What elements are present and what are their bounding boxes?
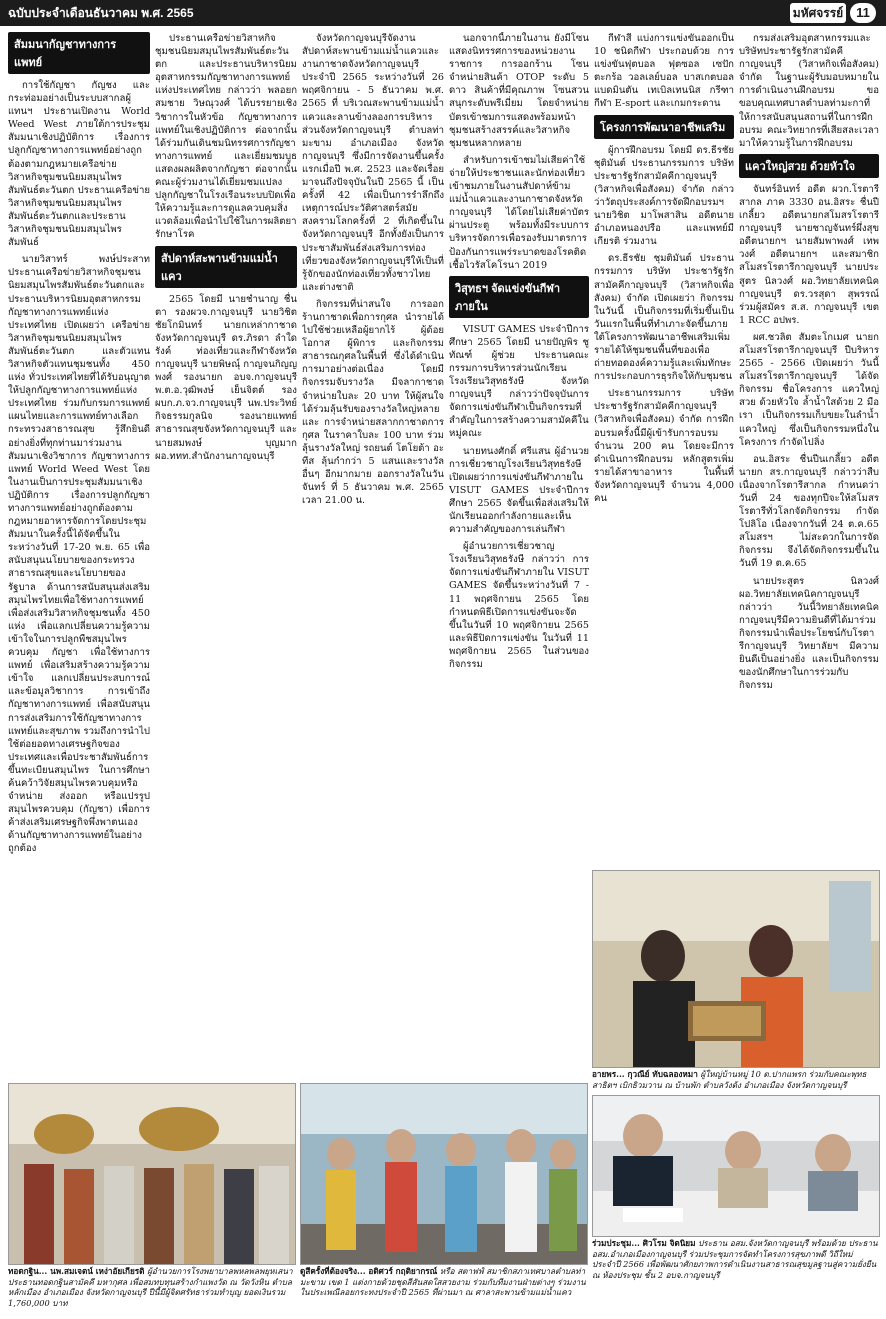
caption-text: ประธาน อสม.จังหวัดกาญจนบุรี พร้อมด้วย ประธาน อสม.อำเภอเมืองกาญจนบุรี ร่วมประชุมการจัดทำโครงการสุขภาพดี วิถีใหม่ ประจำปี 2566 เพื่อพัฒนาศักยภาพการดำเนินงานสาธารณสุขมูลฐานสู่ความยั่งยืน ณ ห้องประชุม ชั้น 2 อบจ.กาญจนบุรี [592,1238,878,1280]
column-4 [449,32,589,1110]
article-paragraph: กีฬาสี แบ่งการแข่งขันออกเป็น 10 ชนิดกีฬา ประกอบด้วย การแข่งขันฟุตบอล ฟุตซอล เซปักตะกร้อ วอลเลย์บอล บาสเกตบอล แบดมินตัน เทเบิลเทนนิส กรีฑา กีฬา E-sport และเกมกระดาน [594,33,734,110]
photo-kathin-ceremony [8,1083,296,1265]
caption-loy-krathong [300,1266,586,1314]
article-paragraph: นายประสูตร นิลวงศ์ ผอ.วิทยาลัยเทคนิคกาญจนบุรี กล่าวว่า วันนี้วิทยาลัยเทคนิคกาญจนบุรีมีความยินดีที่ได้มาร่วมกิจกรรมนำเพื่อประโยชน์กับโรตารีกาญจนบุรี วิทยาลัยฯ มีความยินดีเป็นอย่างยิ่ง และเป็นกิจกรรมของนักศึกษาในการร่วมกับกิจกรรม [739,575,879,692]
article-paragraph: ประธานกรรมการ บริษัท ประชารัฐรักสามัคคีกาญจนบุรี (วิสาหกิจเพื่อสังคม) จำกัด การฝึกอบรมครั้งนี้มีผู้เข้ารับการอบรม จำนวน 200 คน โดยจะมีการดำเนินการฝึกอบรม หลักสูตรเพิ่มรายได้สาขาอาหาร ในพื้นที่จังหวัดกาญจนบุรี จำนวน 4,000 คน [594,388,734,504]
article-paragraph: นายวิสาทร์ พงษ์ประสาท ประธานเครือข่ายวิสาหกิจชุมชนนิยมสมุนไพรสัมพันธ์ตะวันตกและประธานบริหารนิยมอุตสาหกรรมกัญชาทางการแพทย์แห่งประเทศไทย เปิดเผยว่า เครือข่ายวิสาหกิจชุมชนนิยมสมุนไพรสัมพันธ์ตะวันตก และตัวแทนวิสาหกิจตัวแทนชุมชนทั้ง 450 แห่ง ทั่วประเทศไทยที่ได้รับอนุญาตให้ปลูกกัญชาทางการแพทย์แห่งประเทศไทย ร่วมกับกรมการแพทย์แผนไทยและการแพทย์ทางเลือก กระทรวงสาธารณสุข รู้สึกยินดีอย่างยิ่งที่ทุกท่านมาร่วมงานสัมมนาเชิงวิชาการ กัญชาทางการแพทย์ World Weed West โดยในงานเป็นการประชุมสัมมนาเชิงปฏิบัติการ เรื่องการปลูกกัญชาทางการแพทย์อย่างถูกต้องตามกฎหมายอาหารจัดการโดยประชุมสัมมนาในครั้งนี้ได้จัดขึ้นในระหว่างวันที่ 17-20 พ.ย. 65 เพื่อสนับสนุนนโยบายของกระทรวงสาธารณสุขและนโยบายของรัฐบาล ด้านการสนับสนุนส่งเสริมสมุนไพรไทยเพื่อใช้ทางการแพทย์ เพื่อส่งเสริมวิสาหกิจชุมชนทั้ง 450 แห่ง เพื่อแลกเปลี่ยนความรู้ความเข้าใจในการปลูกพืชสมุนไพร ควบคุม กัญชา เพื่อใช้ทางการแพทย์ เพื่อเสริมสร้างความรู้ความเข้าใจ แลกเปลี่ยนประสบการณ์และข้อมูลวิชาการ การเข้าถึงกัญชาทางการแพทย์ เพื่อสนับสนุนการส่งเสริมการใช้กัญชาทางการแพทย์และสุขภาพ รวมถึงการนำไปใช้ต่อยอดทางเศรษฐกิจของประเทศและเพื่อประชาสัมพันธ์การขึ้นทะเบียนสมุนไพร ในการศึกษาค้นคว้าวิจัยสมุนไพรควบคุมหรือจำหน่าย ส่งออก หรือแปรรูปสมุนไพรควบคุม (กัญชา) เพื่อการค้าส่งเสริมเศรษฐกิจพึ่งพาตนเองด้านกัญชาทางการแพทย์ในอย่างถูกต้อง [8,254,150,855]
caption-meeting [592,1238,878,1314]
article-paragraph: 2565 โดยมี นายชำนาญ ชื่นตา รองผวจ.กาญจนบุรี นายวิชิต ชัยโกมินทร์ นายกเหล่ากาชาดจังหวัดกาญจนบุรี ดร.ภิรดา ลำใดรังค์ ท่องเที่ยวและกีฬาจังหวัดกาญจนบุรี นายพิษณุ์ กาญจนกิญญพงศ์ รองนายก อบจ.กาญจนบุรี พ.ต.อ.วุฒิพงษ์ เย็นจิตต์ รอง ผบก.ภ.จว.กาญจนบุรี นพ.ประวิทย์ กิจธรรมกูลนิจ รองนายแพทย์สาธารณสุขจังหวัดกาญจนบุรี และนายสมพงษ์ บุญมาก ผอ.ททท.สำนักงานกาญจนบุรี [155,293,297,462]
caption-kathin-ceremony [8,1266,294,1314]
caption-lead: ดูสีครั้งที่ต้องจริง... อดิศวร์ กฤติยากรณ์ [300,1266,438,1276]
caption-lead: ร่วมประชุม... ศิวโรม จิตนิยม [592,1238,696,1248]
article-paragraph: ผู้อำนวยการเชี่ยวชาญโรงเรียนวิสุทธรังษี กล่าวว่า การจัดการแข่งขันกีฬาภายใน VISUT GAMES จัดขึ้นระหว่างวันที่ 7 - 11 พฤศจิกายน 2565 โดยกำหนดพิธีเปิดการแข่งขันจะจัดขึ้นในวันที่ 10 พฤศจิกายน 2565 และพิธีปิดการแข่งขัน ในวันที่ 11 พฤศจิกายน 2565 ในส่วนของกิจกรรม [449,541,589,671]
page-number: 11 [850,3,876,23]
photo-loy-krathong [300,1083,588,1265]
section-heading-cannabis: สัมมนากัญชาทางการแพทย์ [8,32,150,74]
section-heading-kwai: แควใหญ่สวย ด้วยหัวใจ [739,154,879,178]
column-5 [594,32,734,862]
column-3 [302,32,444,1110]
section-heading-bridge: สัปดาห์สะพานข้ามแม่น้ำแคว [155,246,297,288]
article-paragraph: ดร.ธีรชัย ชุมติมันต์ ประธานกรรมการ บริษัท ประชารัฐรักสามัคคีกาญจนบุรี (วิสาหกิจเพื่อสังคม) จำกัด เปิดเผยว่า กิจกรรมในวันนี้ เป็นกิจกรรมที่เริ่มขึ้นเป็นวันแรกในพื้นที่ทำเภาะจัดขึ้นภายใต้โครงการพัฒนาอาชีพเสริมเพิ่มรายได้ให้ชุมชนพื้นที่ของเพื่อถ่ายทอดองค์ความรู้และเพิ่มทักษะการประกอบการธุรกิจให้กับชุมชน [594,253,734,383]
photo-meeting [592,1095,880,1237]
article-paragraph: จันทร์อินทร์ อดีต ผวก.โรตารีสากล ภาค 3330 อน.อิสระ ชื่นปีเกลี้ยว อดีตนายกสโมสรโรตารีกาญจนบุรี นายชาญจันทร์ผึ่งสุข อดีตนายกฯ นายสัมพาพงศ์ เทพวงศ์ อดีตนายกฯ และสมาชิกสโมสรโรตารีกาญจนบุรี นายประสูตร นิลวงศ์ ผอ.วิทยาลัยเทคนิคกาญจนบุรี ดร.วรสุดา สุพรรณ์ ร่วมผู้สมัคร ส.ส. กาญจนบุรี เขต 1 RCC อปพร. [739,183,879,326]
article-paragraph: จังหวัดกาญจนบุรีจัดงานสัปดาห์สะพานข้ามแม่น้ำแควและงานกาชาดจังหวัดกาญจนบุรี ประจำปี 2565 ระหว่างวันที่ 26 พฤศจิกายน - 5 ธันวาคม พ.ศ. 2565 ที่ บริเวณสะพานข้ามแม่น้ำแควและลานข้างลองการบริหารส่วนจังหวัดกาญจนบุรี ตำบลท่ามะขาม อำเภอเมือง จังหวัดกาญจนบุรี ซึ่งมีการจัดงานขึ้นครั้งแรกเมื่อปี พ.ศ. 2523 และจัดเรื่อยมาจนถึงปัจจุบันในปี 2565 นี้ เป็นครั้งที่ 42 เพื่อเป็นการรำลึกถึงเหตุการณ์ประวัติศาสตร์สมัยสงครามโลกครั้งที่ 2 ที่เกิดขึ้นในจังหวัดกาญจนบุรี อีกทั้งยังเป็นการประชาสัมพันธ์ส่งเสริมการท่องเที่ยวของจังหวัดกาญจนบุรีให้เป็นที่รู้จักของนักท่องเที่ยวทั้งชาวไทยและต่างชาติ [302,33,444,293]
edition-date: ฉบับประจำเดือนธันวาคม พ.ศ. 2565 [8,6,194,20]
column-6 [739,32,879,862]
caption-lead: ทอดกฐิน... นพ.สมเจตน์ เหง่าอัยเกียรติ [8,1266,145,1276]
newspaper-logo: มหัศจรรย์ [790,3,846,23]
photo-illustration [301,1084,587,1264]
article-paragraph: ผู้การฝึกอบรม โดยมี ดร.ธีรชัย ชุติมันต์ ประธานกรรมการ บริษัท ประชารัฐรักสามัคคีกาญจนบุรี (วิสาหกิจเพื่อสังคม) จำกัด กล่าวว่าวัตถุประสงค์การจัดฝึกอบรมฯ นายวิชิต มาโพสาสิน อดีตนายอำเภอหนองปรือ และแพทย์มีเกียรติ ร่วมงาน [594,144,734,248]
column-2 [155,32,297,1110]
caption-text: ผู้ใหญ่บ้านหมู่ 10 ต.ปากแพรก ร่วมกับคณะพุทธสาธิตฯ เบิกธิวมวาน ณ บ้านพัก ตำบลวังด้ง อำเภอเมือง จังหวัดกาญจนบุรี [592,1069,867,1090]
caption-award-handover [592,1069,878,1091]
article-paragraph: VISUT GAMES ประจำปีการศึกษา 2565 โดยมี นายปัญพิร ชูทัณฑ์ ผู้ช่วย ประธานคณะกรรมการบริหารส่วนนักเรียนโรงเรียนวิสุทธรังษี จังหวัดกาญจนบุรี กล่าวว่าปัจจุบันการจัดการแข่งขันกีฬาเป็นกิจกรรมที่สำคัญในการสร้างความสามัคคีในหมู่คณะ [449,323,589,440]
caption-text: หรือ สตาฟฟ์ สมาชิกสภาเทศบาลตำบลท่ามะขาม เขต 1 แต่งกายด้วยชุดสีสันสดใสสวยงาม ร่วมกับทีมงานฝ่ายต่างๆ ร่วมงานในประเพณีลอยกระทงประจำปี 2565 ที่ผ่านมา ณ ศาลาสะพานข้ามแม่น้ำแคว [300,1266,586,1298]
article-paragraph: การใช้กัญชา กัญชง และกระท่อมอย่างเป็นระบบสากลผู้แทนฯ ประธานเปิดงาน World Weed West ภายใต้การประชุมสัมมนาเชิงปฏิบัติการ เรื่องการปลูกกัญชาทางการแพทย์อย่างถูกต้องตามกฎหมายเครือข่ายวิสาหกิจชุมชนนิยมสมุนไพรสัมพันธ์ตะวันตก ประธานเครือข่ายวิสาหกิจชุมชนนิยมสมุนไพรสัมพันธ์ตะวันตกและประธานวิสาหกิจชุมชนนิยมสมุนไพรสัมพันธ์ [8,80,150,249]
photo-illustration [593,871,879,1067]
article-paragraph: ผศ.ชวลิต สัมตะโกเมศ นายกสโมสรโรตารีกาญจนบุรี ปีบริหาร 2565 - 2566 เปิดเผยว่า วันนี้สโมสรโรตารีกาญจนบุรี ได้จัดกิจกรรม ชื่อโครงการ แควใหญ่สวย ด้วยหัวใจ ล้ำน้ำใสด้วย 2 มือเรา เป็นกิจกรรมเก็บขยะในลำน้ำแควใหญ่ ซึ่งเป็นกิจกรรมหนึ่งในโครงการ กำจัดไปลิ่ง [739,331,879,448]
article-paragraph: นอกจากนี้ภายในงาน ยังมีโซนแสดงนิทรรศการของหน่วยงานราชการ การออกร้าน โซนจำหน่ายสินค้า OTOP ระดับ 5 ดาว สินค้าที่มีคุณภาพ โซนสวนสนุกระดับพรีเมี่ยม โดยจำหน่ายบัตรเข้าชมการแสดงพร้อมหน้าชุมชนสร้างสรรค์และวิสาหกิจชุมชนหลากหลาย [449,33,589,149]
caption-lead: อายพร... กุวณีย์ ทับฉลองหมา [592,1069,698,1079]
page-header [0,0,886,26]
article-paragraph: สำหรับการเข้าชมไม่เสียค่าใช้จ่ายให้ประชาชนและนักท่องเที่ยวเข้าชมภายในงานสัปดาห์ข้ามแม่น้ำแควและงานกาชาดจังหวัดกาญจนบุรี ได้โดยไม่เสียค่าบัตรผ่านประตู พร้อมทั้งมีระบบการบริหารจัดการเพื่อรองรับมาตรการป้องกันการแพร่ระบาดของโรคติดเชื้อไวรัสโคโรนา 2019 [449,154,589,271]
photo-illustration [9,1084,295,1264]
article-paragraph: นายทนงศักดิ์ ศรีแสน ผู้อำนวยการเชี่ยวชาญโรงเรียนวิสุทธรังษี เปิดเผยว่าการแข่งขันกีฬาภายใน VISUT GAMES ประจำปีการศึกษา 2565 จัดขึ้นเพื่อส่งเสริมให้นักเรียนออกกำลังกายและเห็นความสำคัญของการเล่นกีฬา [449,445,589,536]
photo-award-handover [592,870,880,1068]
article-paragraph: กิจกรรมที่น่าสนใจ การออกร้านกาชาดเพื่อการกุศล นำรายได้ไปใช้ช่วยเหลือผู้ยากไร้ ผู้ด้อยโอกาส ผู้พิการ และกิจกรรมสาธารณกุศลในพื้นที่ ซึ่งได้ดำเนินการมาอย่างต่อเนื่อง โดยมีกิจกรรมจับรางวัล มีจลากาชาด จำหน่ายใบละ 20 บาท ให้ผู้สนใจได้ร่วมลุ้นรับของรางวัลใหญ่หลาย และ การจำหน่ายสลากกาชาดการกุศล ในราคาใบละ 100 บาท ร่วมลุ้นรางวัลใหญ่ รถยนต์ โตโยต้า อะทีส ลุ้นกำกว่า 5 แสนและรางวัลอื่นๆ อีกมากมาย ออกรางวัลในวันจันทร์ ที่ 5 ธันวาคม พ.ศ. 2565 เวลา 21.00 น. [302,298,444,507]
article-paragraph: ประธานเครือข่ายวิสาหกิจชุมชนนิยมสมุนไพรสัมพันธ์ตะวันตก และประธานบริหารนิยมอุตสาหกรรมกัญชาทางการแพทย์แห่งประเทศไทย กล่าวว่า พลอยกสมชาย วิษณุวงศ์ ได้บรรยายเชิงวิชาการในหัวข้อ กัญชาทางการแพทย์ในเชิงปฏิบัติการ ต่อจากนั้นได้ร่วมกันเดินชมนิทรรศการกัญชาทางการแพทย์ และเยี่ยมชมบูธแสดงผลผลิตจากกัญชา ต่อจากนั้นคณะผู้ร่วมงานได้เยี่ยมชมแปลงปลูกกัญชาในโรงเรือนระบบปิดเพื่อให้ความรู้และการดูแลควบคุมสิ่งแวดล้อมเพื่อนำไปใช้ในการผลิตยารักษาโรค [155,33,297,241]
section-heading-visut: วิสุทธฯ จัดแข่งขันกีฬาภายใน [449,276,589,318]
caption-text: ผู้อำนวยการโรงพยาบาลพหลพลพยุหเสนา ประธานทอดกฐินสามัคคี มหากุศล เพื่อสมทบทุนสร้างกำแพงวัด ณ วัดวังหิน ตำบลหลักเมือง อำเภอเมือง จังหวัดกาญจนบุรี ปีนี้มีผู้จิตศรัทธาร่วมทำบุญ ยอดเงินรวม 1,760,000 บาท [8,1266,293,1308]
article-paragraph: กรมส่งเสริมอุตสาหกรรมและบริษัทประชารัฐรักสามัคคีกาญจนบุรี (วิสาหกิจเพื่อสังคม) จำกัด ในฐานะผู้รับมอบหมายในการดำเนินงานฝึกอบรม ขอขอบคุณเทศบาลตำบลท่ามะกาที่ให้การสนับสนุนสถานที่ในการฝึกอบรม คณะวิทยากรที่เสียสละเวลามาให้ความรู้ในการฝึกอบรม [739,33,879,149]
article-paragraph: อน.อิสระ ชื่นปีนเกลี้ยว อดีตนายก สร.กาญจนบุรี กล่าวว่าสืบเนื่องจากโรตารีสากล กำหนดว่า วันที่ 24 ของทุกปีจะให้สโมสรโรตารีทั่วโลกจัดกิจกรรม กำจัดโปลิโอ เนื่องจากวันที่ 24 ต.ค.65 สโมสรฯ ไม่สะดวกในการจัดกิจกรรม จึงได้จัดกิจกรรมขึ้นในวันที่ 19 ต.ค.65 [739,453,879,570]
section-heading-career: โครงการพัฒนาอาชีพเสริม [594,115,734,139]
column-1 [8,32,150,1110]
photo-illustration [593,1096,879,1236]
